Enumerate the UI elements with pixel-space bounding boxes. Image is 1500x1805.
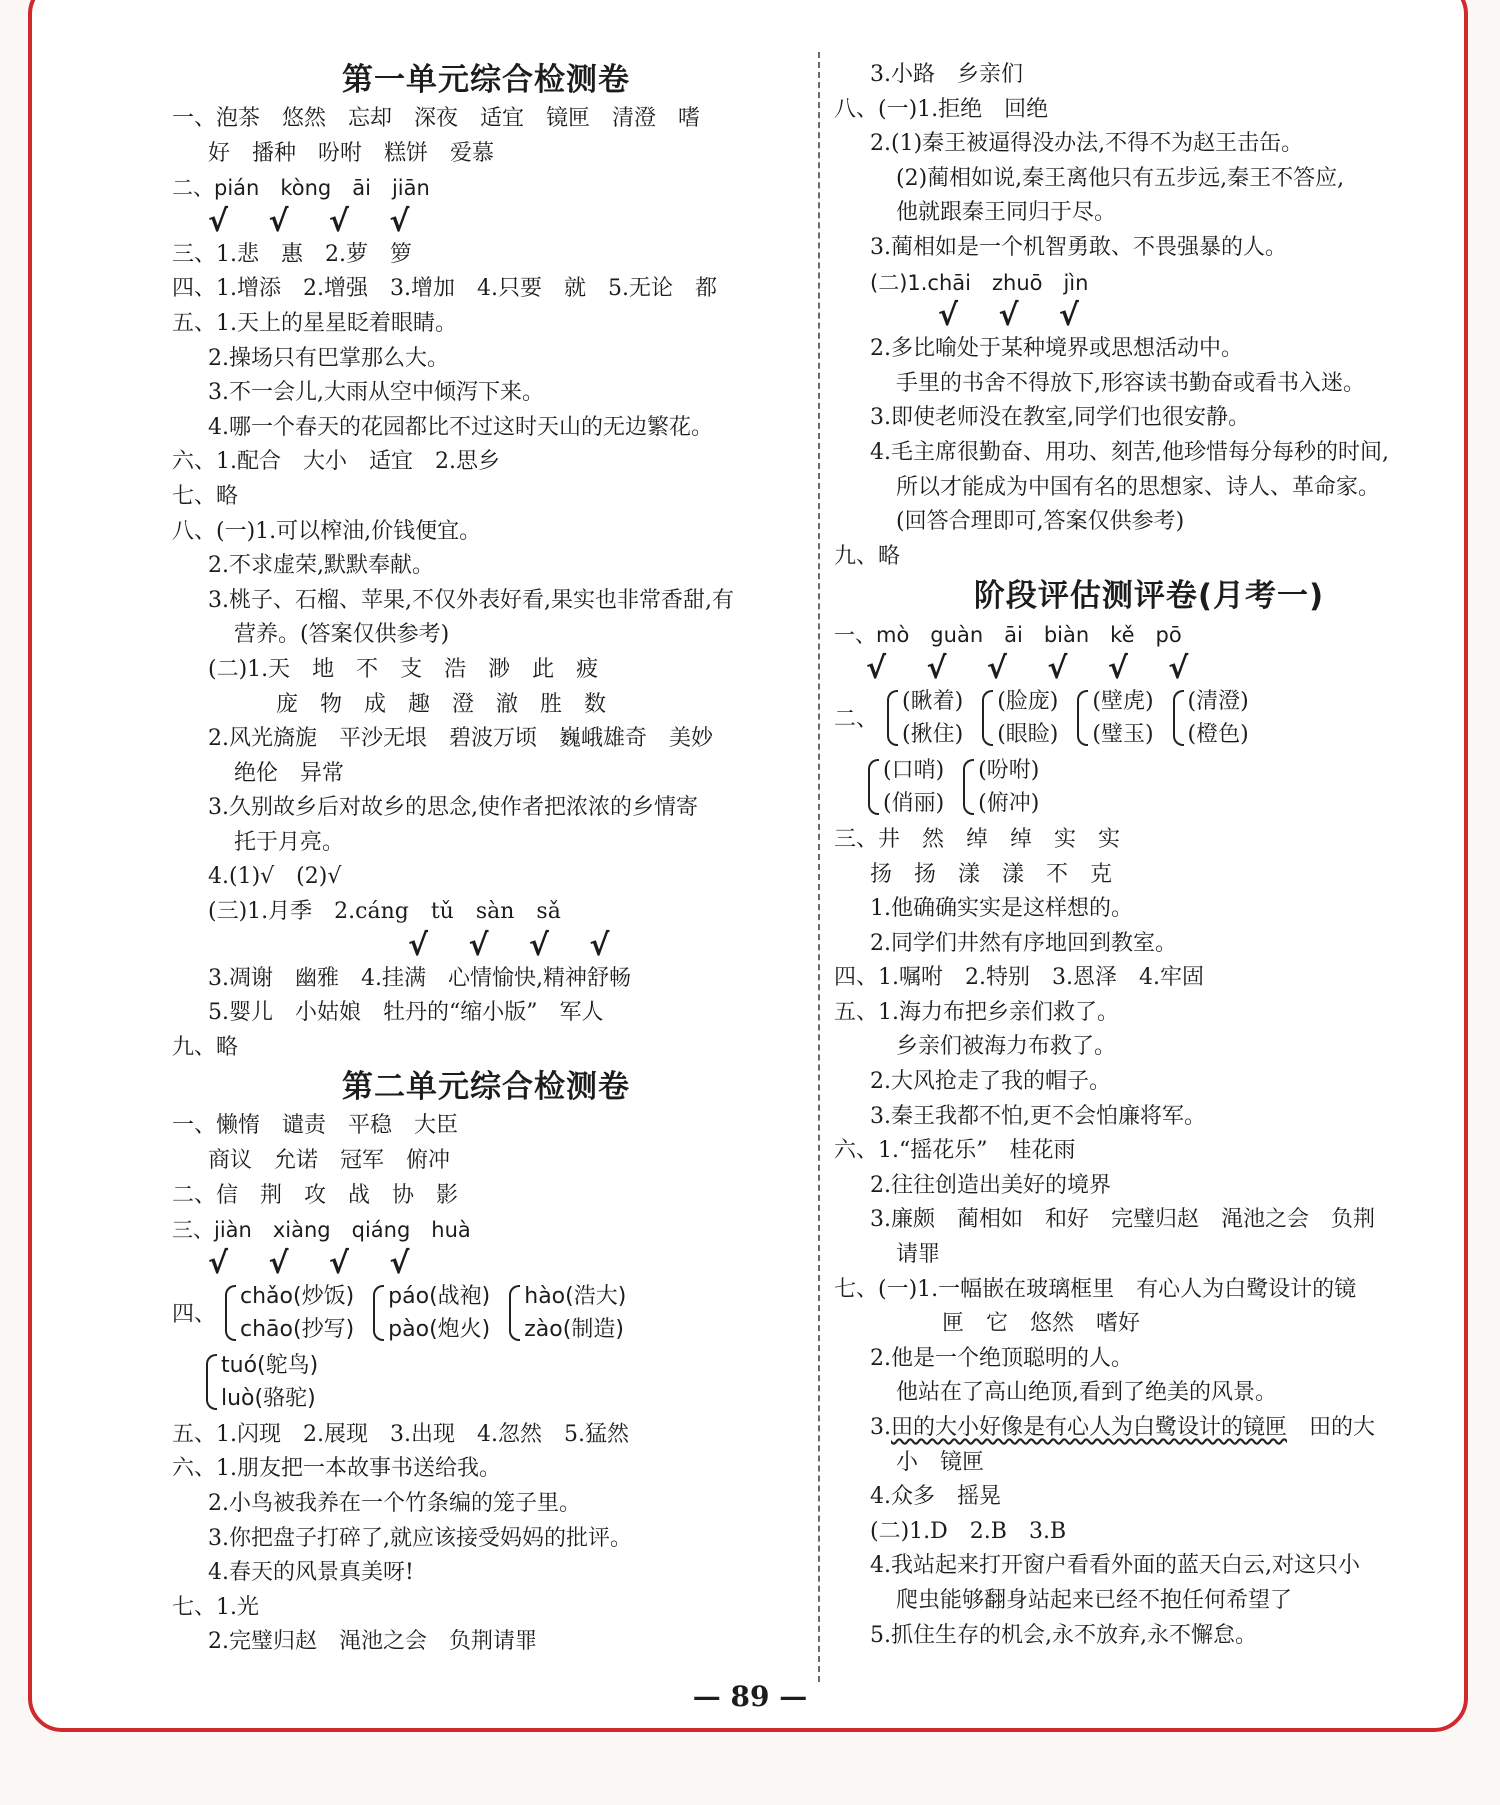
brace-item: páo(战袍) <box>388 1283 491 1309</box>
answer-line: 2.多比喻处于某种境界或思想活动中。 <box>870 336 1243 362</box>
column-divider <box>818 52 820 1682</box>
answer-line: (三)1.月季 2.cáng tǔ sàn sǎ <box>208 899 561 925</box>
answer-line: 3.你把盘子打碎了,就应该接受妈妈的批评。 <box>208 1525 632 1551</box>
stage-test-title: 阶段评估测评卷(月考一) <box>973 578 1325 615</box>
brace-row <box>834 685 1464 754</box>
brace-item: (口哨) <box>883 757 945 783</box>
answer-line: 七、1.光 <box>172 1594 259 1620</box>
answer-line: 他站在了高山绝顶,看到了绝美的风景。 <box>896 1380 1277 1406</box>
answer-line: (回答合理即可,答案仅供参考) <box>896 509 1185 535</box>
answer-line: 六、1.“摇花乐” 桂花雨 <box>834 1138 1076 1164</box>
answer-line: 他就跟秦王同归于尽。 <box>896 200 1117 226</box>
brace-item: pào(炮火) <box>388 1316 491 1342</box>
brace-group <box>1173 685 1249 751</box>
brace-item: chǎo(炒饭) <box>240 1283 355 1309</box>
answer-line: 一、懒惰 谴责 平稳 大臣 <box>172 1113 459 1139</box>
answer-line: 七、(一)1.一幅嵌在玻璃框里 有心人为白鹭设计的镜 <box>834 1276 1357 1302</box>
answer-line: 手里的书舍不得放下,形容读书勤奋或看书入迷。 <box>896 370 1365 396</box>
answer-line: 3.廉颇 蔺相如 和好 完璧归赵 渑池之会 负荆 <box>870 1207 1375 1233</box>
answer-line: 3.不一会儿,大雨从空中倾泻下来。 <box>208 380 544 406</box>
answer-line: 乡亲们被海力布救了。 <box>896 1034 1117 1060</box>
brace-item: (揪住) <box>902 721 964 747</box>
answer-line: 二、信 荆 攻 战 协 影 <box>172 1182 459 1208</box>
answer-line: 营养。(答案仅供参考) <box>234 622 450 648</box>
answer-line: 4.(1)√ (2)√ <box>208 864 342 890</box>
answer-line: 3.小路 乡亲们 <box>870 62 1023 87</box>
pinyin-line: 一、mò guàn āi biàn kě pō <box>834 623 1182 648</box>
brace-group <box>509 1280 626 1346</box>
answer-line: 4.毛主席很勤奋、用功、刻苦,他珍惜每分每秒的时间, <box>870 439 1389 465</box>
brace-item: (璧玉) <box>1092 721 1154 747</box>
answer-line: 三、井 然 绰 绰 实 实 <box>834 826 1121 852</box>
answer-line: 六、1.配合 大小 适宜 2.思乡 <box>172 449 500 475</box>
question-label: 四、 <box>172 1302 217 1328</box>
answer-line: 3.即使老师没在教室,同学们也很安静。 <box>870 405 1250 431</box>
answer-line: (2)蔺相如说,秦王离他只有五步远,秦王不答应, <box>896 165 1345 191</box>
brace-item: (橙色) <box>1187 721 1249 747</box>
brace-item: (俏丽) <box>883 790 945 816</box>
answer-line: 所以才能成为中国有名的思想家、诗人、革命家。 <box>896 474 1381 500</box>
right-column <box>834 58 1464 1653</box>
answer-line: 3.桃子、石榴、苹果,不仅外表好看,果实也非常香甜,有 <box>208 587 734 613</box>
brace-item: (壁虎) <box>1092 688 1154 714</box>
wavy-underlined-text: 田的大小好像是有心人为白鹭设计的镜匣 <box>891 1415 1288 1440</box>
answer-line: 2.不求虚荣,默默奉献。 <box>208 553 434 579</box>
brace-group <box>887 685 963 751</box>
answer-line: 3.秦王我都不怕,更不会怕廉将军。 <box>870 1103 1206 1129</box>
left-column <box>172 58 800 1660</box>
answer-line: 九、略 <box>834 543 901 569</box>
answer-line: 5.婴儿 小姑娘 牡丹的“缩小版” 军人 <box>208 1000 604 1026</box>
brace-row <box>834 754 1464 823</box>
answer-line: 八、(一)1.可以榨油,价钱便宜。 <box>172 518 482 544</box>
answer-line: 4.哪一个春天的花园都比不过这时天山的无边繁花。 <box>208 414 713 440</box>
brace-icon <box>963 759 974 815</box>
answer-line: 5.抓住生存的机会,永不放弃,永不懈怠。 <box>870 1622 1257 1648</box>
brace-row <box>172 1349 800 1418</box>
brace-icon <box>982 690 993 746</box>
answer-line: 2.往往创造出美好的境界 <box>870 1172 1111 1198</box>
answer-line: 四、1.嘱咐 2.特别 3.恩泽 4.牢固 <box>834 965 1204 991</box>
pinyin-line: 二、pián kòng āi jiān <box>172 176 430 201</box>
brace-item: (瞅着) <box>902 688 964 714</box>
item-number: 3. <box>870 1415 891 1440</box>
brace-icon <box>1077 690 1088 746</box>
brace-row <box>172 1280 800 1349</box>
answer-line: 2.大风抢走了我的帽子。 <box>870 1069 1111 1095</box>
brace-icon <box>1173 690 1184 746</box>
answer-line <box>834 1411 1464 1446</box>
brace-item: hào(浩大) <box>524 1283 627 1309</box>
brace-icon <box>868 759 879 815</box>
answer-line: 五、1.天上的星星眨着眼睛。 <box>172 310 457 336</box>
brace-item: zào(制造) <box>524 1316 624 1342</box>
answer-line: 托于月亮。 <box>234 829 345 855</box>
answer-line: 4.众多 摇晃 <box>870 1484 1001 1510</box>
answer-line: 2.操场只有巴掌那么大。 <box>208 345 449 371</box>
pinyin-line: 三、jiàn xiàng qiáng huà <box>172 1218 471 1243</box>
answer-line: 爬虫能够翻身站起来已经不抱任何希望了 <box>896 1587 1293 1613</box>
brace-item: (吩咐) <box>978 757 1040 783</box>
brace-item: luò(骆驼) <box>221 1385 316 1411</box>
brace-item: (俯冲) <box>978 790 1040 816</box>
brace-group <box>963 754 1039 820</box>
brace-icon <box>225 1285 236 1341</box>
answer-line: 2.风光旖旎 平沙无垠 碧波万顷 巍峨雄奇 美妙 <box>208 726 713 752</box>
brace-icon <box>509 1285 520 1341</box>
brace-group <box>1077 685 1153 751</box>
tick-marks: √ √ √ √ <box>208 1245 410 1281</box>
brace-group <box>373 1280 490 1346</box>
brace-item: (脸庞) <box>997 688 1059 714</box>
answer-line: 匣 它 悠然 嗜好 <box>942 1311 1141 1337</box>
answer-line: 3.蔺相如是一个机智勇敢、不畏强暴的人。 <box>870 234 1287 260</box>
answer-line: 庞 物 成 趣 澄 澈 胜 数 <box>276 691 607 717</box>
answer-line: 2.小鸟被我养在一个竹条编的笼子里。 <box>208 1491 581 1516</box>
brace-icon <box>206 1354 217 1410</box>
unit1-title: 第一单元综合检测卷 <box>342 62 630 98</box>
page-number: — 89 — <box>692 1680 808 1713</box>
answer-line: 4.我站起来打开窗户看看外面的蓝天白云,对这只小 <box>870 1553 1360 1579</box>
brace-group <box>225 1280 354 1346</box>
answer-line: 3.久别故乡后对故乡的思念,使作者把浓浓的乡情寄 <box>208 795 698 821</box>
answer-line: 小 镜匣 <box>896 1449 985 1475</box>
brace-icon <box>373 1285 384 1341</box>
brace-item: (清澄) <box>1187 688 1249 714</box>
answer-line: 2.完璧归赵 渑池之会 负荆请罪 <box>208 1629 537 1655</box>
answer-line: 绝伦 异常 <box>234 760 345 786</box>
answer-line: 4.春天的风景真美呀! <box>208 1560 414 1586</box>
brace-icon <box>887 690 898 746</box>
answer-line: 3.凋谢 幽雅 4.挂满 心情愉快,精神舒畅 <box>208 965 631 991</box>
tick-marks: √ √ √ <box>938 298 1079 334</box>
tick-marks: √ √ √ √ <box>208 203 410 239</box>
pinyin-line: (二)1.chāi zhuō jìn <box>870 270 1089 295</box>
tick-marks: √ √ √ √ √ √ <box>866 650 1189 686</box>
answer-line: 六、1.朋友把一本故事书送给我。 <box>172 1456 501 1482</box>
question-label: 二、 <box>834 707 879 733</box>
brace-group <box>868 754 944 820</box>
brace-item: tuó(鸵鸟) <box>221 1352 319 1378</box>
answer-line: 扬 扬 漾 漾 不 克 <box>870 861 1113 887</box>
answer-line: 八、(一)1.拒绝 回绝 <box>834 96 1049 122</box>
answer-line: (二)1.D 2.B 3.B <box>870 1518 1067 1544</box>
answer-line: (二)1.天 地 不 支 浩 渺 此 疲 <box>208 656 599 682</box>
brace-group <box>982 685 1058 751</box>
answer-text: 田的大 <box>1287 1415 1376 1440</box>
answer-line: 四、1.增添 2.增强 3.增加 4.只要 就 5.无论 都 <box>172 276 717 302</box>
answer-line: 1.他确确实实是这样想的。 <box>870 896 1133 922</box>
brace-item: chāo(抄写) <box>240 1316 355 1342</box>
answer-line: 一、泡茶 悠然 忘却 深夜 适宜 镜匣 清澄 嗜 <box>172 106 701 131</box>
answer-line: 2.同学们井然有序地回到教室。 <box>870 930 1177 956</box>
answer-line: 七、略 <box>172 483 239 509</box>
answer-line: 2.(1)秦王被逼得没办法,不得不为赵王击缶。 <box>870 131 1304 157</box>
brace-group <box>206 1349 318 1415</box>
answer-line: 九、略 <box>172 1034 239 1060</box>
answer-line: 2.他是一个绝顶聪明的人。 <box>870 1345 1133 1371</box>
answer-line: 五、1.闪现 2.展现 3.出现 4.忽然 5.猛然 <box>172 1421 629 1447</box>
answer-line: 五、1.海力布把乡亲们救了。 <box>834 999 1119 1025</box>
answer-line: 商议 允诺 冠军 俯冲 <box>208 1148 451 1174</box>
answer-line: 好 播种 吩咐 糕饼 爱慕 <box>208 140 495 166</box>
unit2-title: 第二单元综合检测卷 <box>342 1069 630 1106</box>
answer-line: 三、1.悲 惠 2.萝 箩 <box>172 241 412 267</box>
answer-line: 请罪 <box>896 1242 941 1268</box>
brace-item: (眼睑) <box>997 721 1059 747</box>
tick-marks: √ √ √ √ <box>408 927 610 963</box>
